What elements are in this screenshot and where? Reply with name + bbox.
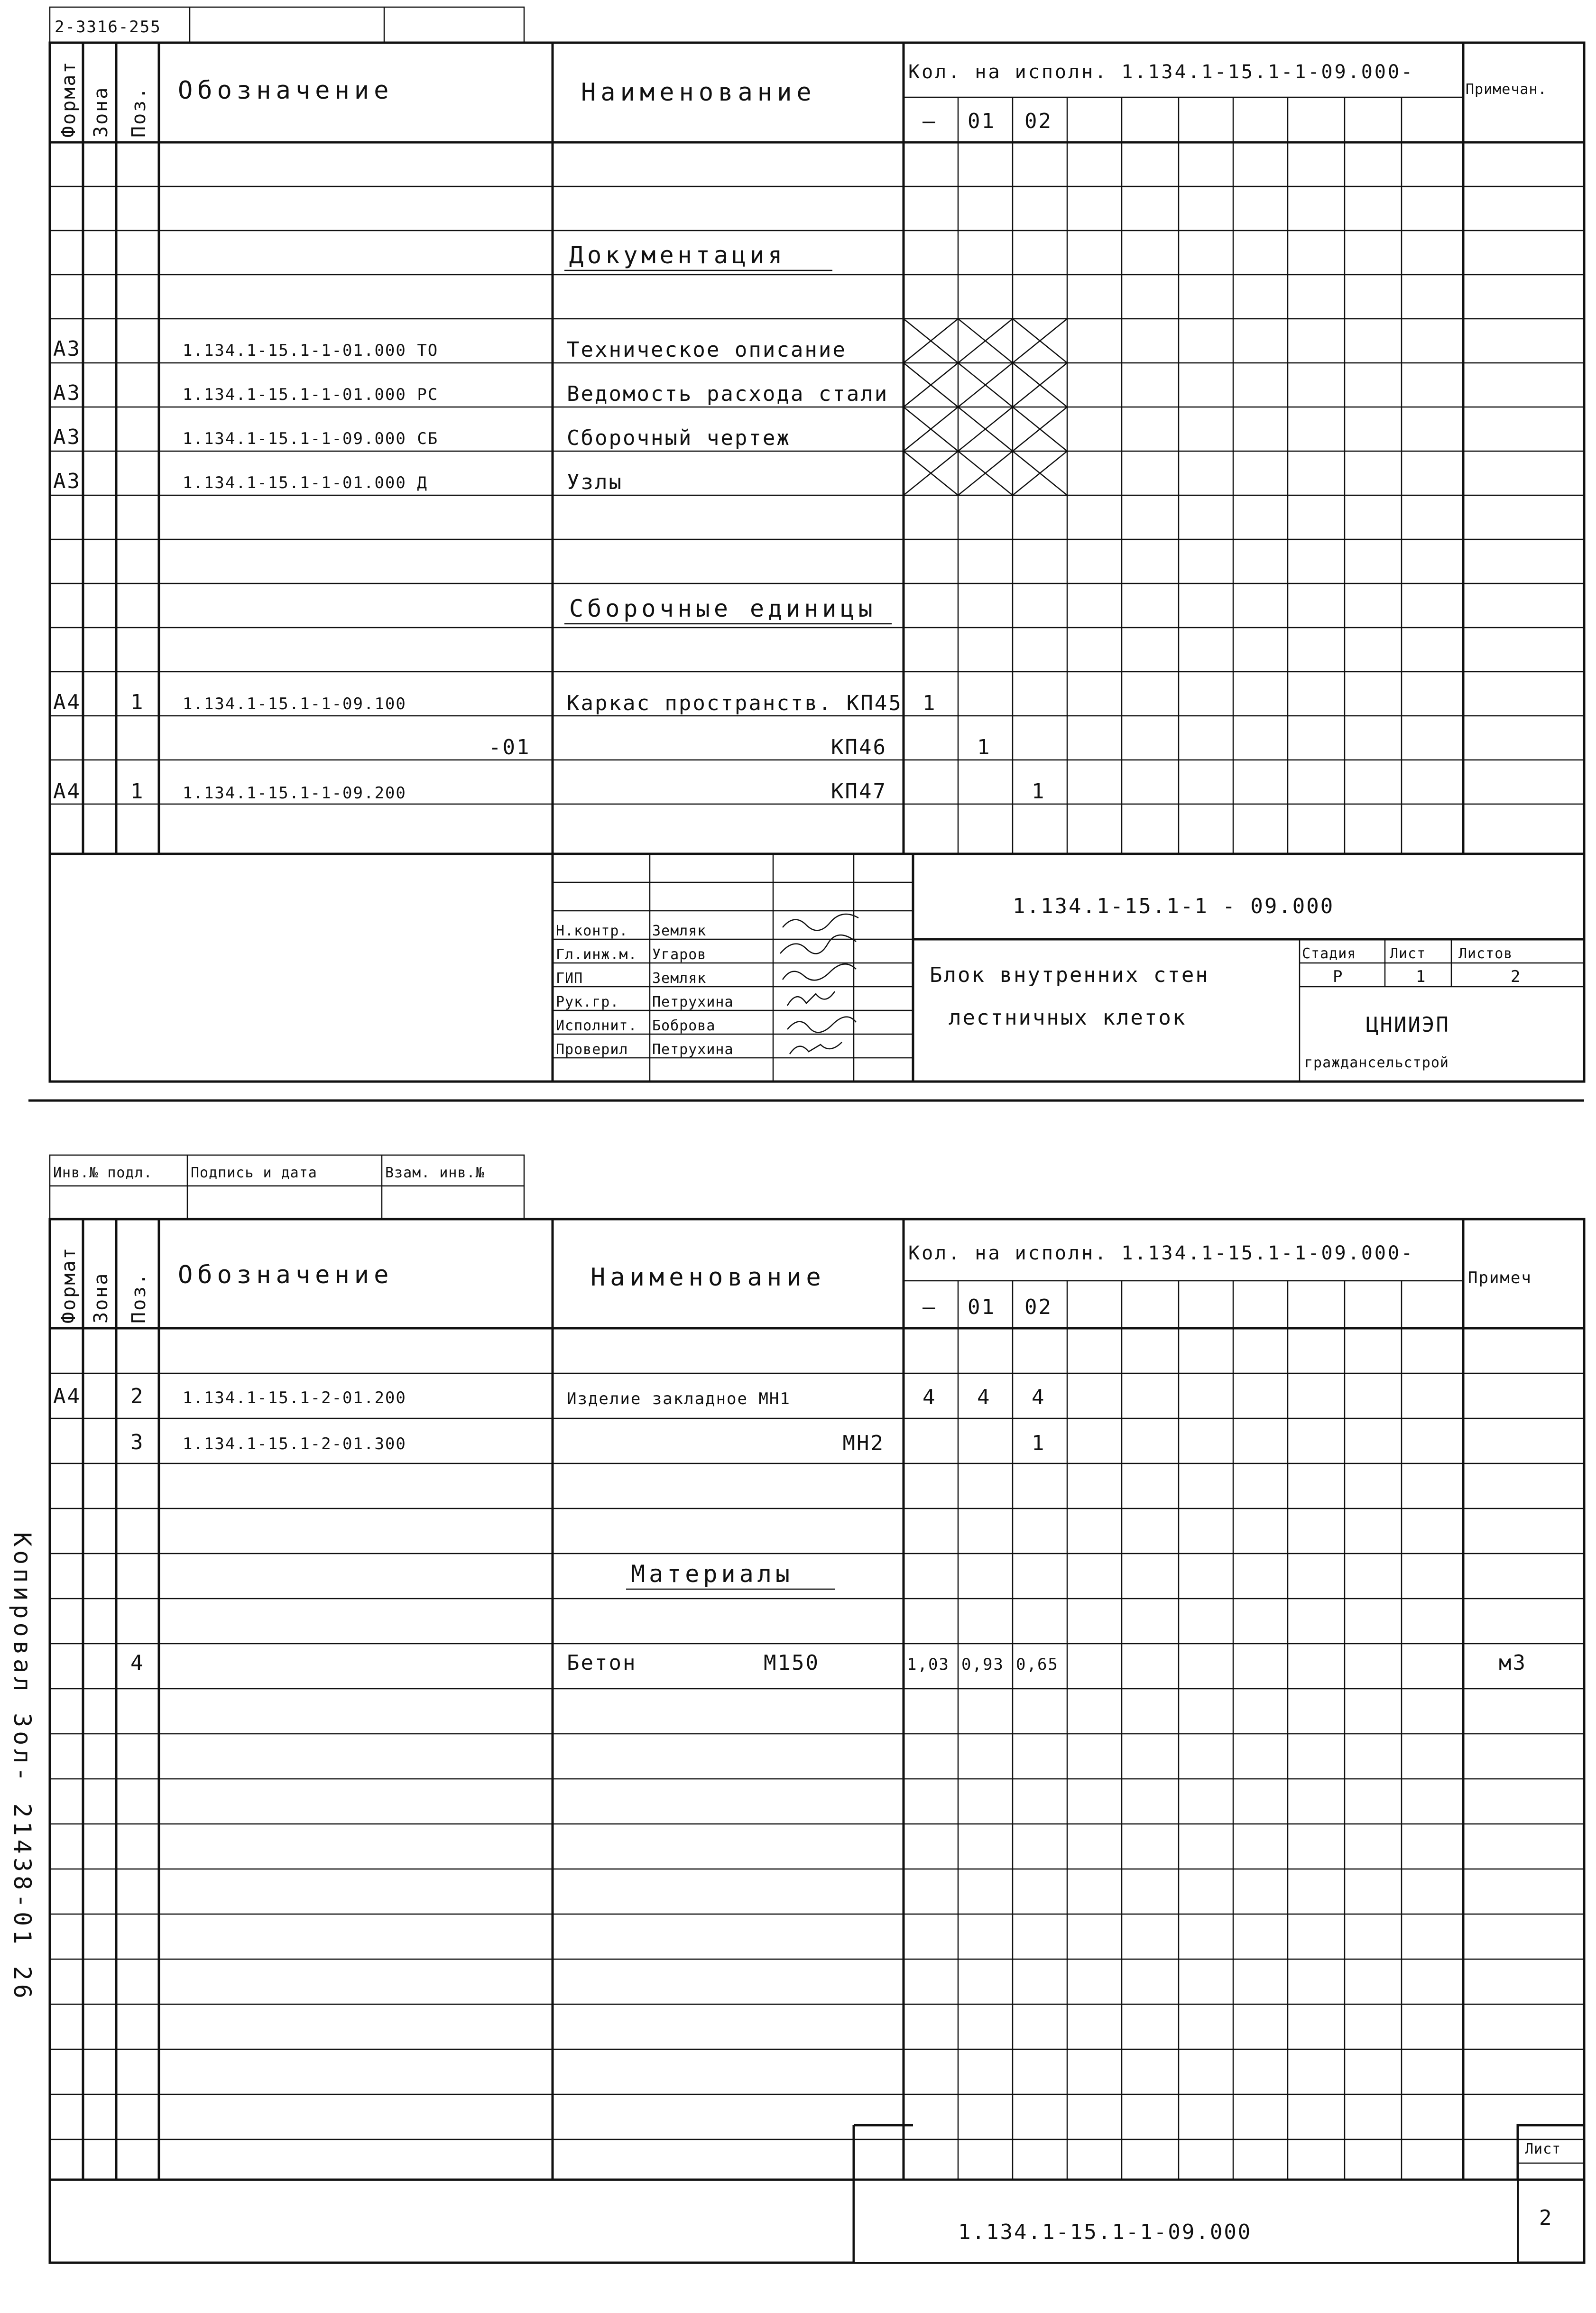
sheets-value: 2 <box>1511 967 1522 986</box>
title-block <box>553 854 1584 1082</box>
col-designation-header: Обозначение <box>178 1261 394 1289</box>
material-pos: 4 <box>130 1651 145 1675</box>
material-unit: м3 <box>1499 1651 1527 1675</box>
item-designation: 1.134.1-15.1-2-01.300 <box>183 1434 406 1453</box>
signer-role: Исполнит. <box>556 1018 637 1034</box>
variant-2: 02 <box>1024 1295 1052 1319</box>
col-name-header: Наименование <box>581 78 816 107</box>
section-assembly-units: Сборочные единицы <box>569 595 876 622</box>
col-zone-header: Зона <box>90 1272 112 1323</box>
footer-sheet-label: Лист <box>1525 2141 1561 2157</box>
stage-value: Р <box>1333 967 1344 986</box>
signer-role: Проверил <box>556 1041 628 1058</box>
doc-code: 1.134.1-15.1-1 - 09.000 <box>1013 894 1335 918</box>
section-materials: Материалы <box>631 1560 793 1588</box>
top-stamp: 2-3316-255 <box>55 18 161 37</box>
signer-role: Рук.гр. <box>556 994 619 1010</box>
sheet-value: 1 <box>1416 967 1427 986</box>
material-qty: 0,93 <box>961 1655 1004 1674</box>
signer-role: Гл.инж.м. <box>556 946 637 963</box>
stamp-inv-label: Инв.№ подл. <box>53 1165 153 1181</box>
col-name-header: Наименование <box>590 1263 826 1292</box>
stamp-sign-label: Подпись и дата <box>191 1165 317 1181</box>
variant-0: — <box>923 109 937 133</box>
item-name: Изделие закладное МН1 <box>567 1389 791 1408</box>
signer-role: Н.контр. <box>556 923 628 939</box>
sheet2-row-lines <box>50 1373 1584 2180</box>
variant-1: 01 <box>968 109 996 133</box>
item-qty: 1 <box>1032 1431 1046 1455</box>
sheet-1 <box>28 7 1584 1101</box>
org-line-2: граждансельстрой <box>1304 1055 1449 1071</box>
item-qty: 4 <box>923 1385 937 1409</box>
col-pos-header: Поз. <box>128 86 150 138</box>
sheet2-column-lines <box>83 1219 1463 2180</box>
col-format-header: Формат <box>58 1246 80 1323</box>
title-line-1: Блок внутренних стен <box>930 963 1209 987</box>
unit-name: Каркас пространств. КП45 <box>567 691 903 715</box>
signer-role: ГИП <box>556 970 583 987</box>
col-designation-header: Обозначение <box>178 76 394 105</box>
doc-format: А3 <box>53 337 81 361</box>
unit-format: А4 <box>53 779 81 804</box>
signer-name: Боброва <box>652 1018 716 1034</box>
stage-label: Стадия <box>1302 945 1356 962</box>
signatures <box>780 914 858 1054</box>
signer-name: Земляк <box>652 970 707 987</box>
material-name: Бетон <box>567 1651 637 1675</box>
signer-name: Земляк <box>652 923 707 939</box>
footer-doc-code: 1.134.1-15.1-1-09.000 <box>958 2220 1252 2244</box>
unit-designation: 1.134.1-15.1-1-09.200 <box>183 784 406 803</box>
item-pos: 2 <box>130 1384 145 1408</box>
doc-name: Ведомость расхода стали <box>567 382 889 406</box>
sheet-2 <box>50 1155 1584 2263</box>
unit-name: КП46 <box>831 735 887 759</box>
item-pos: 3 <box>130 1430 145 1454</box>
variant-1: 01 <box>968 1295 996 1319</box>
side-copy-note: Копировал Зол- 21438-01 26 <box>9 1532 36 2002</box>
sheet1-row-lines <box>50 231 1584 854</box>
sheets-label: Листов <box>1458 945 1513 962</box>
unit-qty: 1 <box>977 735 991 759</box>
unit-designation: -01 <box>489 735 531 759</box>
doc-format: А3 <box>53 381 81 405</box>
unit-qty: 1 <box>923 691 937 715</box>
title-line-2: лестничных клеток <box>949 1006 1187 1030</box>
footer-sheet-number: 2 <box>1539 2206 1553 2230</box>
doc-format: А3 <box>53 469 81 493</box>
item-name: МН2 <box>842 1431 885 1455</box>
col-note-header: Примеч <box>1468 1268 1532 1287</box>
unit-designation: 1.134.1-15.1-1-09.100 <box>183 694 406 713</box>
org-line-1: ЦНИИЭП <box>1366 1013 1450 1037</box>
col-pos-header: Поз. <box>128 1272 150 1323</box>
doc-designation: 1.134.1-15.1-1-09.000 СБ <box>183 429 439 448</box>
material-qty: 0,65 <box>1016 1655 1059 1674</box>
doc-designation: 1.134.1-15.1-1-01.000 РС <box>183 385 439 404</box>
material-grade: М150 <box>764 1651 820 1675</box>
variant-0: — <box>923 1295 937 1319</box>
doc-designation: 1.134.1-15.1-1-01.000 ТО <box>183 341 439 360</box>
col-qty-header: Кол. на исполн. 1.134.1-15.1-1-09.000- <box>908 61 1415 83</box>
stamp-replace-label: Взам. инв.№ <box>385 1165 485 1181</box>
section-documentation: Документация <box>569 241 786 269</box>
signer-name: Угаров <box>652 946 707 963</box>
signer-name: Петрухина <box>652 1041 734 1058</box>
col-note-header: Примечан. <box>1466 81 1547 98</box>
doc-name: Узлы <box>567 470 623 494</box>
doc-format: А3 <box>53 425 81 449</box>
sheet-label: Лист <box>1390 945 1426 962</box>
item-format: А4 <box>53 1384 81 1408</box>
doc-name: Сборочный чертеж <box>567 426 791 450</box>
item-qty: 4 <box>977 1385 991 1409</box>
unit-qty: 1 <box>1032 779 1046 804</box>
doc-name: Техническое описание <box>567 338 847 362</box>
material-qty: 1,03 <box>907 1655 950 1674</box>
item-designation: 1.134.1-15.1-2-01.200 <box>183 1388 406 1407</box>
col-zone-header: Зона <box>90 86 112 138</box>
unit-format: А4 <box>53 690 81 714</box>
signer-name: Петрухина <box>652 994 734 1010</box>
unit-name: КП47 <box>831 779 887 804</box>
item-qty: 4 <box>1032 1385 1046 1409</box>
unit-pos: 1 <box>130 690 145 714</box>
variant-2: 02 <box>1024 109 1052 133</box>
col-format-header: Формат <box>58 60 80 138</box>
doc-designation: 1.134.1-15.1-1-01.000 Д <box>183 473 428 492</box>
unit-pos: 1 <box>130 779 145 804</box>
col-qty-header: Кол. на исполн. 1.134.1-15.1-1-09.000- <box>908 1242 1415 1264</box>
